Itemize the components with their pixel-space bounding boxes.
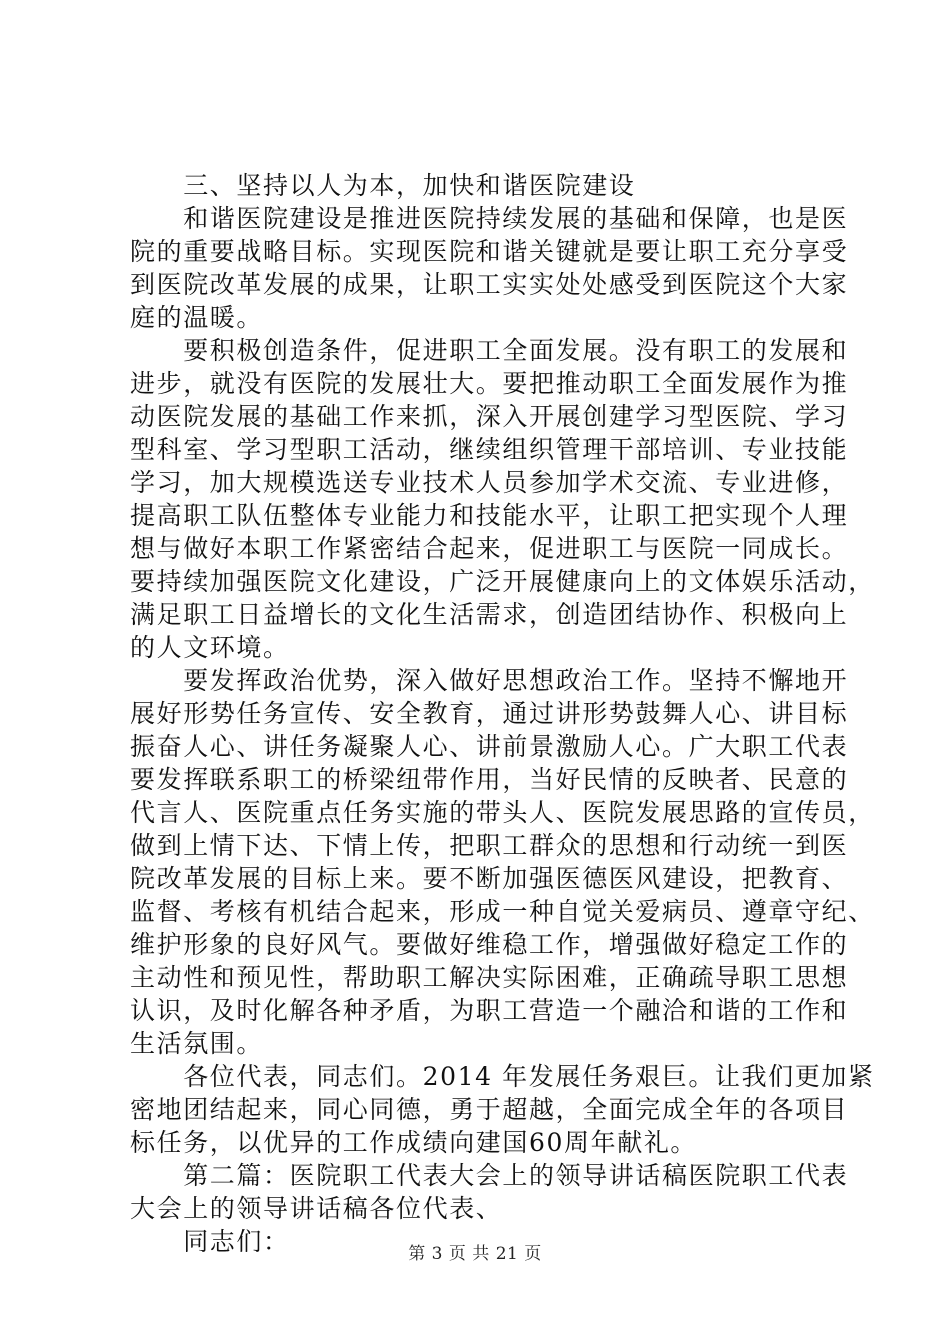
paragraph-line: 要持续加强医院文化建设，广泛开展健康向上的文体娱乐活动， [130,567,875,596]
paragraph-line: 学习，加大规模选送专业技术人员参加学术交流、专业进修， [130,468,849,497]
paragraph-line: 密地团结起来，同心同德，勇于超越，全面完成全年的各项目 [130,1095,849,1124]
paragraph-line: 到医院改革发展的成果，让职工实实处处感受到医院这个大家 [130,270,849,299]
section-heading: 第二篇：医院职工代表大会上的领导讲话稿医院职工代表 [130,1161,849,1190]
paragraph-line: 代言人、医院重点任务实施的带头人、医院发展思路的宣传员， [130,798,875,827]
paragraph-line: 振奋人心、讲任务凝聚人心、讲前景激励人心。广大职工代表 [130,732,849,761]
paragraph-line: 满足职工日益增长的文化生活需求，创造团结协作、积极向上 [130,600,849,629]
paragraph-line: 要发挥联系职工的桥梁纽带作用，当好民情的反映者、民意的 [130,765,849,794]
paragraph-line: 要积极创造条件，促进职工全面发展。没有职工的发展和 [130,336,849,365]
paragraph-line: 认识，及时化解各种矛盾，为职工营造一个融洽和谐的工作和 [130,996,849,1025]
paragraph-line: 要发挥政治优势，深入做好思想政治工作。坚持不懈地开 [130,666,849,695]
document-body [130,169,875,1258]
paragraph-line: 提高职工队伍整体专业能力和技能水平，让职工把实现个人理 [130,501,849,530]
paragraph-line: 的人文环境。 [130,633,290,662]
paragraph-line: 院的重要战略目标。实现医院和谐关键就是要让职工充分享受 [130,237,849,266]
page-footer: 第 3 页 共 21 页 [408,1244,542,1264]
paragraph-line: 监督、考核有机结合起来，形成一种自觉关爱病员、遵章守纪、 [130,897,875,926]
paragraph-line: 大会上的领导讲话稿各位代表、 [130,1194,503,1223]
paragraph-line: 各位代表，同志们。2014 年发展任务艰巨。让我们更加紧 [130,1062,875,1091]
paragraph-line: 进步，就没有医院的发展壮大。要把推动职工全面发展作为推 [130,369,849,398]
paragraph-line: 标任务，以优异的工作成绩向建国60周年献礼。 [130,1128,698,1157]
paragraph-line: 院改革发展的目标上来。要不断加强医德医风建设，把教育、 [130,864,849,893]
paragraph-line: 展好形势任务宣传、安全教育，通过讲形势鼓舞人心、讲目标 [130,699,849,728]
paragraph-line: 做到上情下达、下情上传，把职工群众的思想和行动统一到医 [130,831,849,860]
paragraph-line: 和谐医院建设是推进医院持续发展的基础和保障，也是医 [130,204,849,233]
paragraph-line: 维护形象的良好风气。要做好维稳工作，增强做好稳定工作的 [130,930,849,959]
paragraph-line: 庭的温暖。 [130,303,264,332]
paragraph-line: 想与做好本职工作紧密结合起来，促进职工与医院一同成长。 [130,534,849,563]
paragraph-line: 型科室、学习型职工活动，继续组织管理干部培训、专业技能 [130,435,849,464]
section-heading: 三、坚持以人为本，加快和谐医院建设 [130,171,636,200]
paragraph-line: 主动性和预见性，帮助职工解决实际困难，正确疏导职工思想 [130,963,849,992]
paragraph-line: 同志们： [130,1227,290,1256]
paragraph-line: 动医院发展的基础工作来抓，深入开展创建学习型医院、学习 [130,402,849,431]
paragraph-line: 生活氛围。 [130,1029,264,1058]
